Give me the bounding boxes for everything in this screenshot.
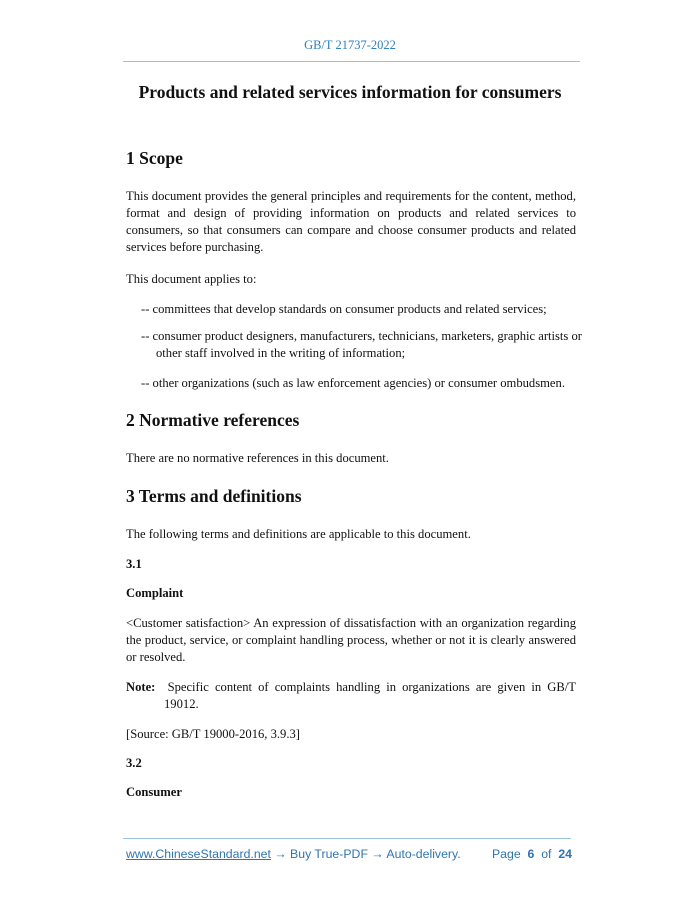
scope-paragraph: This document provides the general principles and requirements for the content, method, format and design of providing information on products and related services to consumers, so that consumers can compare and choose consumer products and related services before purchasing. xyxy=(126,189,576,254)
heading-terms-definitions: 3 Terms and definitions xyxy=(126,486,302,506)
page-footer xyxy=(126,847,572,861)
term-consumer: Consumer xyxy=(126,785,182,799)
note-text: Specific content of complaints handling in organizations are given in GB/T 19012. xyxy=(164,680,576,711)
term-number-3-2: 3.2 xyxy=(126,756,142,770)
website-link[interactable]: www.ChineseStandard.net xyxy=(126,847,271,861)
footer-divider xyxy=(123,838,571,839)
header-divider xyxy=(123,61,580,62)
footer-promo-text: → Buy True-PDF → Auto-delivery. xyxy=(270,847,461,861)
term-complaint: Complaint xyxy=(126,586,184,600)
terms-intro: The following terms and definitions are applicable to this document. xyxy=(126,527,471,541)
page-number: 6 xyxy=(527,847,535,861)
normative-paragraph: There are no normative references in this document. xyxy=(126,451,389,465)
term-complaint-source: [Source: GB/T 19000-2016, 3.9.3] xyxy=(126,727,300,741)
page-label: Page xyxy=(491,847,521,861)
document-title: Products and related services information for consumers xyxy=(138,82,562,102)
heading-normative-references: 2 Normative references xyxy=(126,410,300,430)
of-label: of xyxy=(541,847,552,861)
total-pages: 24 xyxy=(558,847,572,861)
heading-scope: 1 Scope xyxy=(126,148,183,168)
scope-bullet-1: -- committees that develop standards on consumer products and related services; xyxy=(141,302,547,316)
note-label: Note: xyxy=(126,680,156,694)
scope-bullet-3: -- other organizations (such as law enforcement agencies) or consumer ombudsmen. xyxy=(141,376,565,390)
scope-bullet-2: -- consumer product designers, manufacturers, technicians, marketers, graphic artists or other staff involved in the writing of information; xyxy=(141,329,582,360)
scope-applies-to: This document applies to: xyxy=(126,272,257,286)
term-complaint-definition: <Customer satisfaction> An expression of dissatisfaction with an organization regarding the product, service, or complaint handling process, whether or not it is clearly answered or resolved. xyxy=(126,616,576,664)
term-number-3-1: 3.1 xyxy=(126,557,142,571)
running-header: GB/T 21737-2022 xyxy=(304,38,396,52)
term-complaint-note xyxy=(126,679,576,713)
page-indicator xyxy=(492,847,572,861)
footer-promo xyxy=(126,847,461,861)
